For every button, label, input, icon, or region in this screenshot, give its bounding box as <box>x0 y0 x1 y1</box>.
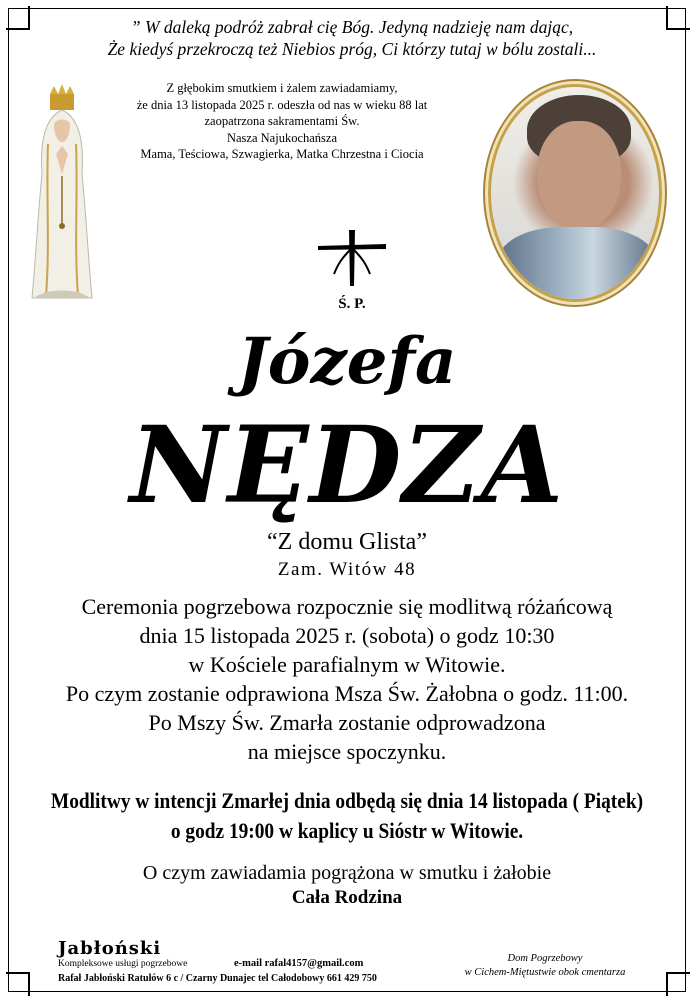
residence: Zam. Witów 48 <box>277 559 417 580</box>
sp-initials: Ś. P. <box>338 296 366 312</box>
virgin-mary-figure-icon <box>26 84 98 302</box>
poem <box>40 16 664 60</box>
announcement-intro <box>112 80 452 163</box>
ceremony-line: Po czym zostanie odprawiona Msza Św. Żałobna o godz. 11:00. <box>65 681 629 706</box>
ceremony-line: na miejsce spoczynku. <box>247 739 447 764</box>
family-signature: Cała Rodzina <box>291 887 403 908</box>
intro-line: Z głębokim smutkiem i żalem zawiadamiamy, <box>166 81 398 95</box>
corner-ornament-top-left <box>6 6 30 30</box>
company-address: Rafał Jabłoński Ratułów 6 c / Czarny Dunajec tel Całodobowy 661 429 750 <box>58 973 377 984</box>
intro-line: Mama, Teściowa, Szwagierka, Matka Chrzestna i Ciocia <box>140 147 424 161</box>
intro-line: że dnia 13 listopada 2025 r. odeszła od nas w wieku 88 lat <box>136 97 428 112</box>
notify-line: O czym zawiadamia pogrążona w smutku i żałobie <box>142 862 552 884</box>
funeral-company <box>58 940 398 986</box>
poem-line-1: ” W daleką podróż zabrał cię Bóg. Jedyną nadzieję nam dając, <box>130 17 574 37</box>
prayer-line-1: Modlitwy w intencji Zmarłej dnia odbędą się dnia 14 listopada ( Piątek) <box>50 788 644 813</box>
ceremony-line: Po Mszy Św. Zmarła zostanie odprowadzona <box>148 710 546 735</box>
poem-line-2: Że kiedyś przekroczą też Niebios próg, Ci którzy tutaj w bólu zostali... <box>107 39 597 59</box>
corner-ornament-bottom-right <box>666 972 690 996</box>
corner-ornament-bottom-left <box>6 972 30 996</box>
maiden-name: “Z domu Glista” <box>267 529 427 555</box>
ceremony-line: w Kościele parafialnym w Witowie. <box>188 652 506 677</box>
first-name: Józefa <box>237 324 457 399</box>
corner-ornament-top-right <box>666 6 690 30</box>
company-name: Jabłoński <box>58 938 162 959</box>
intro-line: zaopatrzona sakramentami Św. <box>204 114 360 128</box>
cross-symbol <box>316 228 388 312</box>
deceased-photo <box>488 84 662 302</box>
funeral-home-location: w Cichem-Miętustwie obok cmentarza <box>464 967 626 978</box>
prayer-notice <box>50 786 643 846</box>
company-email: e-mail rafal4157@gmail.com <box>234 958 364 969</box>
ceremony-line: dnia 15 listopada 2025 r. (sobota) o godz 10:30 <box>139 623 555 648</box>
last-name: NĘDZA <box>129 402 565 527</box>
funeral-home <box>440 952 650 980</box>
photo-shirt <box>497 227 657 302</box>
funeral-home-title: Dom Pogrzebowy <box>507 953 583 964</box>
prayer-line-2: o godz 19:00 w kaplicy u Sióstr w Witowie. <box>170 818 524 843</box>
intro-line: Nasza Najukochańsza <box>226 130 338 145</box>
ceremony-details <box>40 592 654 766</box>
photo-face <box>537 121 621 231</box>
ceremony-line: Ceremonia pogrzebowa rozpocznie się modlitwą różańcową <box>81 594 613 619</box>
cross-icon <box>316 228 388 288</box>
company-tagline: Kompleksowe usługi pogrzebowe <box>58 959 188 969</box>
